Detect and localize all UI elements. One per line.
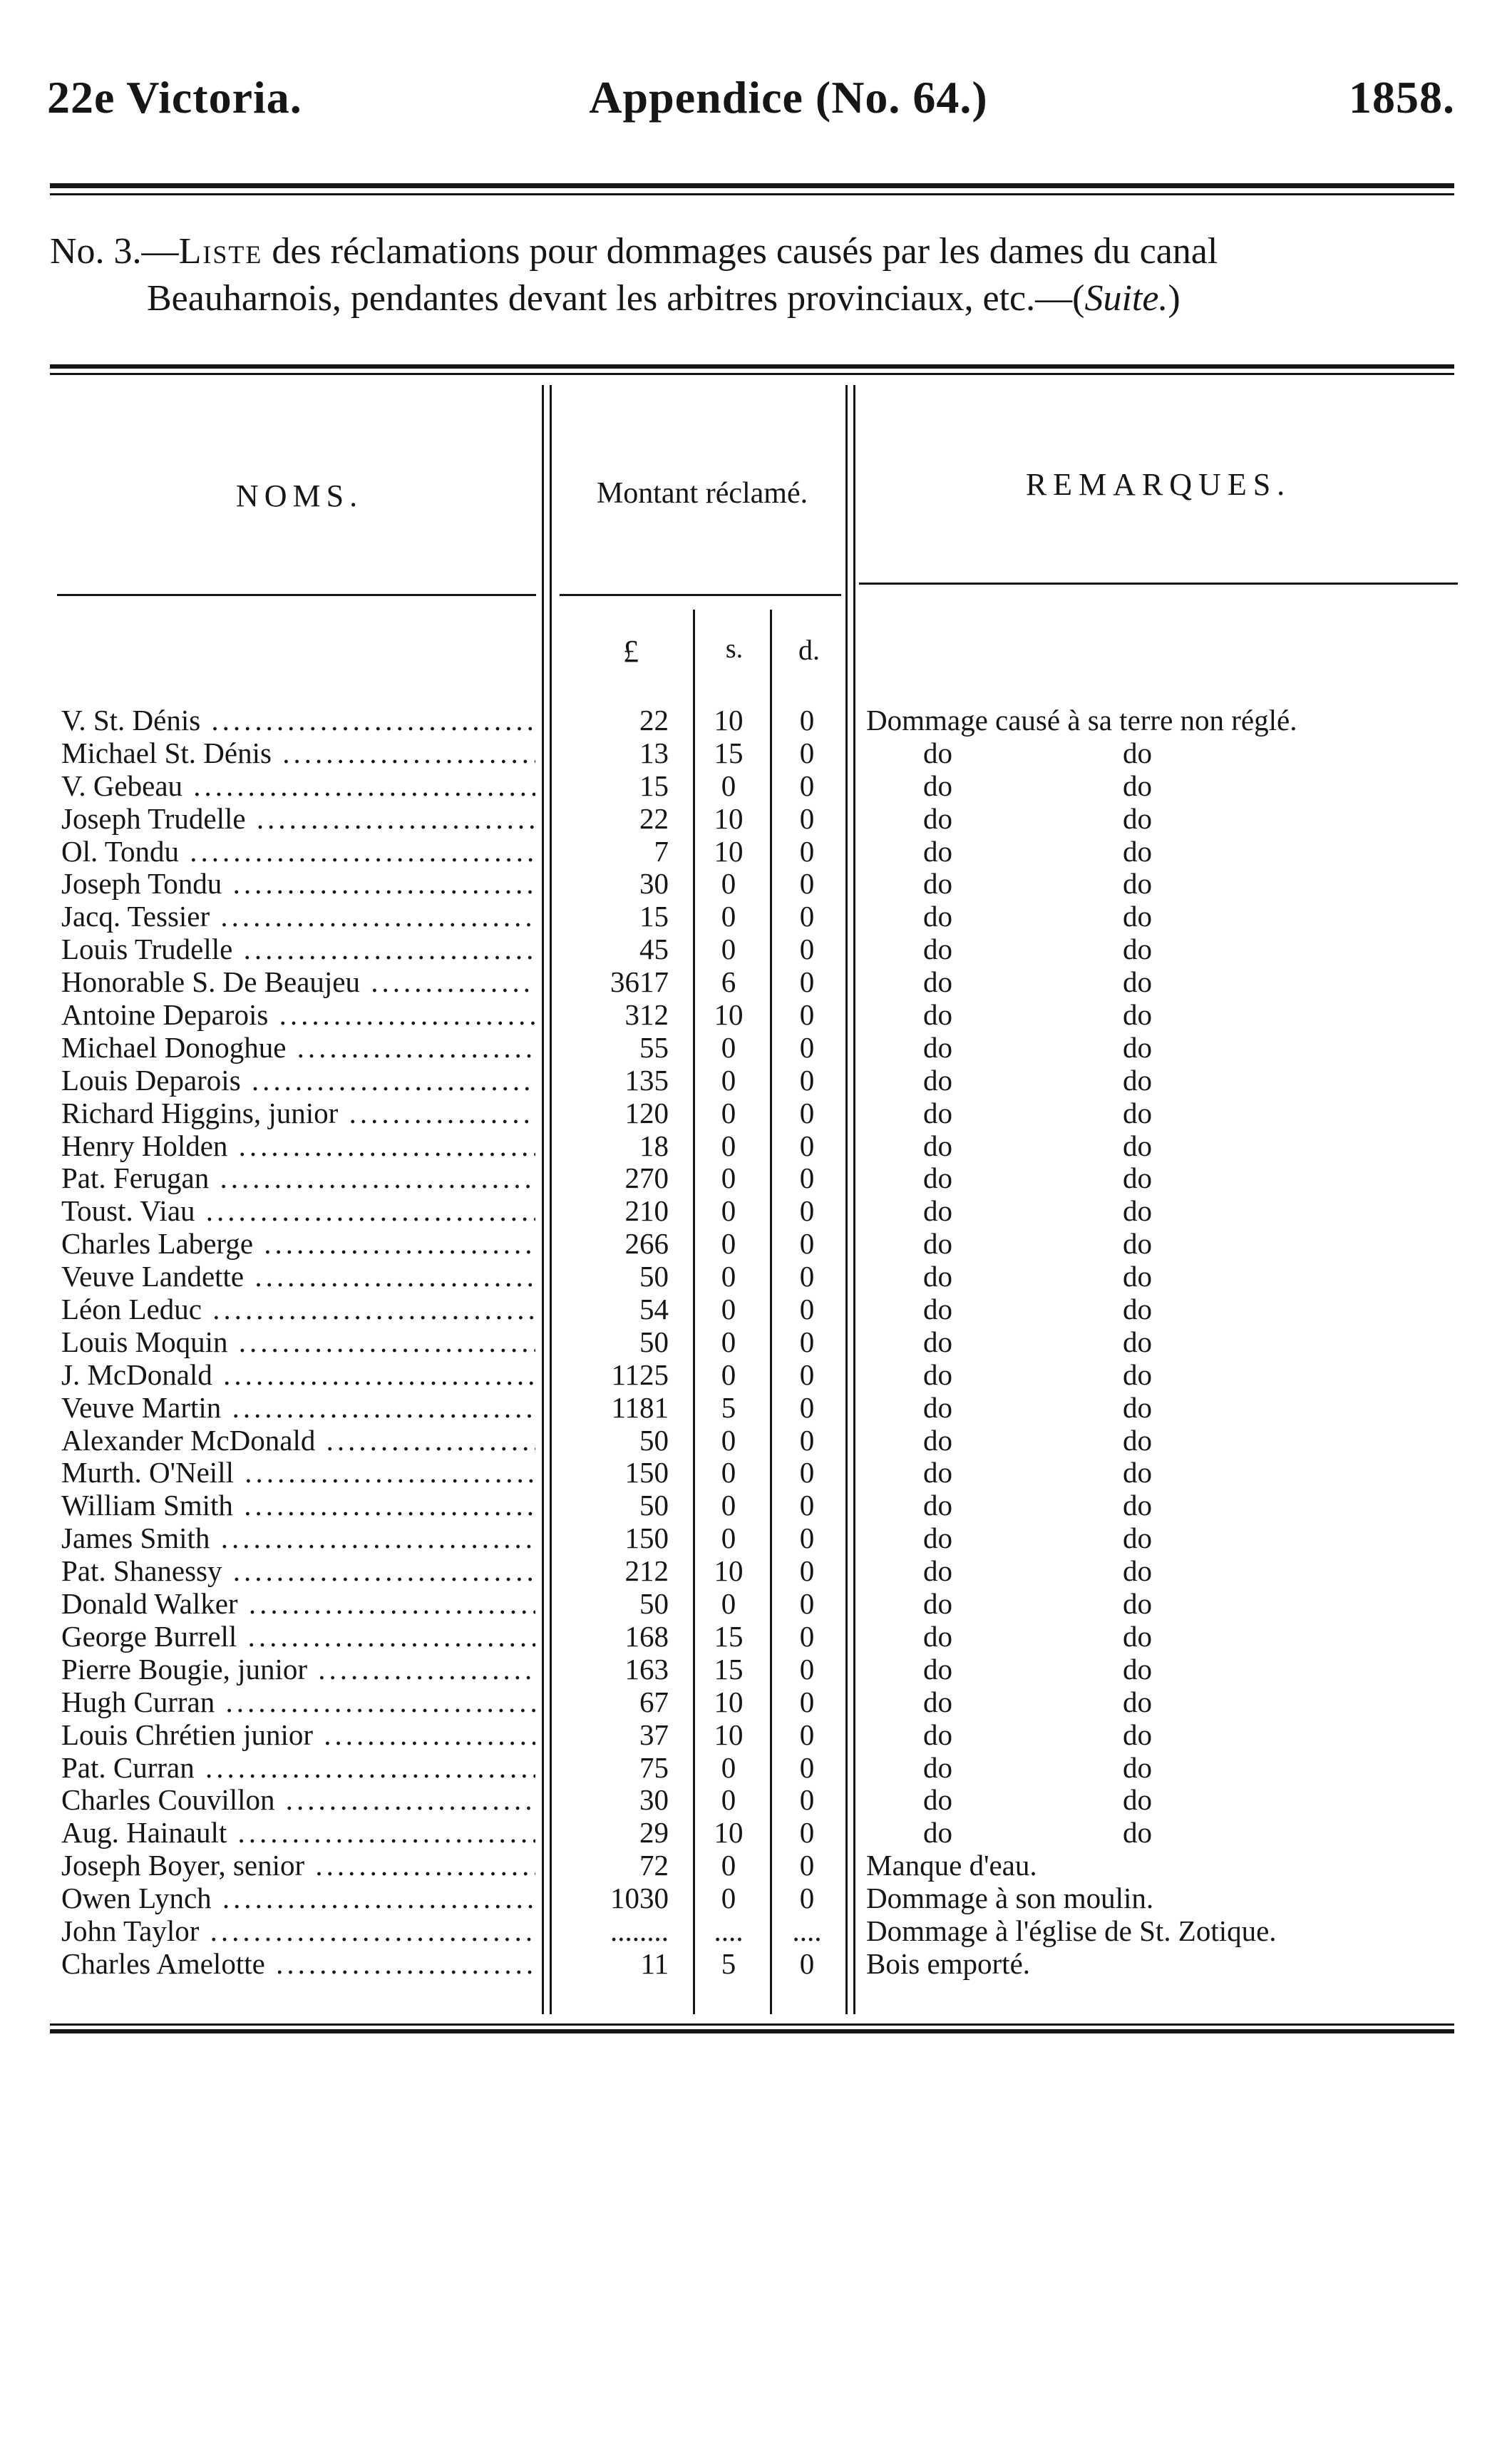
- remark-ditto: do: [1123, 1456, 1152, 1489]
- claimant-name: Joseph Boyer, senior .....: [61, 1850, 535, 1882]
- table-row: [0, 1425, 1512, 1457]
- claimant-name: Louis Trudelle .....: [61, 933, 535, 966]
- table-row: [0, 770, 1512, 803]
- table-row: [0, 1882, 1512, 1915]
- amount-pence: 0: [799, 1096, 815, 1129]
- claimant-name: Louis Moquin .....: [61, 1326, 535, 1359]
- caption-number: No. 3.—: [50, 231, 179, 272]
- amount-pounds: 75: [639, 1750, 669, 1784]
- amount-pence: 0: [799, 1489, 815, 1522]
- claimant-name: Pat. Curran .....: [61, 1752, 535, 1785]
- remark-ditto: do: [1123, 1030, 1152, 1064]
- claims-table: [0, 704, 1512, 1981]
- claimant-name: Hugh Curran .....: [61, 1686, 535, 1719]
- amount-pounds: 72: [639, 1849, 669, 1882]
- table-row: [0, 1784, 1512, 1817]
- remark-ditto: do: [1123, 1522, 1152, 1555]
- remark-text: do: [923, 1325, 952, 1358]
- caption-liste: Liste: [178, 231, 263, 272]
- amount-pounds: 11: [640, 1946, 669, 1980]
- remark-text: Bois emporté.: [866, 1946, 1031, 1980]
- amount-shillings: 0: [721, 1227, 736, 1261]
- amount-pence: 0: [799, 1227, 815, 1261]
- amount-pounds: 37: [639, 1718, 669, 1751]
- remark-text: Manque d'eau.: [866, 1849, 1037, 1882]
- remark-ditto: do: [1123, 900, 1152, 933]
- amount-pounds: 270: [624, 1161, 669, 1195]
- amount-pounds: 67: [639, 1685, 669, 1718]
- amount-shillings: 0: [721, 1063, 736, 1097]
- remark-text: do: [923, 1750, 952, 1784]
- remark-text: do: [923, 1423, 952, 1457]
- amount-pounds: 168: [624, 1619, 669, 1653]
- remark-text: do: [923, 1456, 952, 1489]
- table-caption: [50, 228, 1469, 322]
- remark-text: do: [923, 834, 952, 868]
- amount-pounds: 212: [624, 1554, 669, 1588]
- remark-ditto: do: [1123, 1750, 1152, 1784]
- remark-text: do: [923, 1293, 952, 1326]
- header-rule-thick: [50, 183, 1454, 188]
- session-label: 22e Victoria.: [47, 72, 302, 123]
- claimant-name: Murth. O'Neill .....: [61, 1457, 535, 1489]
- amount-pounds: 210: [624, 1194, 669, 1228]
- table-row: [0, 1555, 1512, 1588]
- remark-text: do: [923, 1783, 952, 1817]
- table-row: [0, 1621, 1512, 1653]
- amount-shillings: 6: [721, 965, 736, 999]
- table-row: [0, 901, 1512, 933]
- remark-text: do: [923, 933, 952, 966]
- remark-ditto: do: [1123, 965, 1152, 999]
- table-row: [0, 1162, 1512, 1195]
- amount-shillings: 15: [714, 1652, 744, 1686]
- column-header-remarques: REMARQUES.: [1025, 467, 1292, 502]
- remark-ditto: do: [1123, 736, 1152, 769]
- remark-text: do: [923, 1522, 952, 1555]
- amount-pence: 0: [799, 1816, 815, 1850]
- unit-pence: d.: [798, 634, 820, 666]
- amount-shillings: 0: [721, 1849, 736, 1882]
- caption-close: ): [1168, 278, 1181, 319]
- amount-shillings: 5: [721, 1390, 736, 1424]
- amount-pounds: 30: [639, 1783, 669, 1817]
- remark-text: do: [923, 801, 952, 835]
- remark-text: Dommage causé à sa terre non réglé.: [866, 704, 1297, 737]
- table-row: [0, 1817, 1512, 1850]
- claimant-name: Jacq. Tessier .....: [61, 901, 535, 933]
- caption-line-2: [50, 275, 1469, 322]
- claimant-name: Pat. Ferugan .....: [61, 1162, 535, 1195]
- remark-ditto: do: [1123, 1293, 1152, 1326]
- remark-text: do: [923, 867, 952, 901]
- remark-text: Dommage à l'église de St. Zotique.: [866, 1914, 1277, 1947]
- amount-pounds: 50: [639, 1423, 669, 1457]
- remark-ditto: do: [1123, 1358, 1152, 1391]
- claimant-name: Charles Laberge .....: [61, 1228, 535, 1261]
- claimant-name: James Smith .....: [61, 1522, 535, 1555]
- remark-ditto: do: [1123, 1096, 1152, 1129]
- amount-pounds: 45: [639, 933, 669, 966]
- claimant-name: Joseph Trudelle .....: [61, 803, 535, 836]
- amount-shillings: 0: [721, 1161, 736, 1195]
- table-row: [0, 1948, 1512, 1981]
- amount-pence: 0: [799, 704, 815, 737]
- amount-pounds: 22: [639, 704, 669, 737]
- table-row: [0, 1097, 1512, 1130]
- claimant-name: Pierre Bougie, junior .....: [61, 1653, 535, 1686]
- table-row: [0, 1392, 1512, 1425]
- claimant-name: Honorable S. De Beaujeu .....: [61, 966, 535, 999]
- amount-shillings: 0: [721, 769, 736, 802]
- amount-pence: 0: [799, 1390, 815, 1424]
- amount-shillings: 15: [714, 736, 744, 769]
- amount-pence: 0: [799, 1619, 815, 1653]
- amount-pounds: 55: [639, 1030, 669, 1064]
- remark-text: do: [923, 998, 952, 1032]
- remark-ditto: do: [1123, 1489, 1152, 1522]
- table-bottom-rule-thick: [50, 2029, 1454, 2033]
- remark-text: Dommage à son moulin.: [866, 1882, 1154, 1915]
- claimant-name: George Burrell .....: [61, 1621, 535, 1653]
- remark-ditto: do: [1123, 1423, 1152, 1457]
- table-row: [0, 1522, 1512, 1555]
- table-row: [0, 966, 1512, 999]
- amount-shillings: 10: [714, 998, 744, 1032]
- amount-pence: 0: [799, 801, 815, 835]
- amount-shillings: 0: [721, 1293, 736, 1326]
- amount-shillings: 0: [721, 1750, 736, 1784]
- remark-text: do: [923, 1096, 952, 1129]
- remark-text: do: [923, 1816, 952, 1850]
- claimant-name: Léon Leduc .....: [61, 1293, 535, 1326]
- amount-shillings: 0: [721, 1489, 736, 1522]
- remark-text: do: [923, 1718, 952, 1751]
- table-row: [0, 933, 1512, 966]
- claimant-name: Veuve Landette .....: [61, 1261, 535, 1293]
- remark-text: do: [923, 1652, 952, 1686]
- table-row: [0, 1326, 1512, 1359]
- table-bottom-rule-thin: [50, 2023, 1454, 2026]
- table-row: [0, 1457, 1512, 1489]
- remark-ditto: do: [1123, 867, 1152, 901]
- amount-pounds: 312: [624, 998, 669, 1032]
- claimant-name: Michael St. Dénis .....: [61, 737, 535, 770]
- claimant-name: Aug. Hainault .....: [61, 1817, 535, 1850]
- table-row: [0, 803, 1512, 836]
- amount-pence: 0: [799, 867, 815, 901]
- amount-shillings: ....: [714, 1914, 744, 1947]
- amount-shillings: 10: [714, 1718, 744, 1751]
- amount-pence: 0: [799, 1652, 815, 1686]
- amount-shillings: 0: [721, 1587, 736, 1621]
- amount-shillings: 0: [721, 1325, 736, 1358]
- amount-pence: 0: [799, 1129, 815, 1162]
- amount-pence: ....: [792, 1914, 822, 1947]
- amount-pence: 0: [799, 1194, 815, 1228]
- table-row: [0, 704, 1512, 737]
- remark-ditto: do: [1123, 1260, 1152, 1293]
- remark-ditto: do: [1123, 1129, 1152, 1162]
- amount-shillings: 0: [721, 1129, 736, 1162]
- amount-pounds: ........: [610, 1914, 669, 1947]
- amount-pounds: 30: [639, 867, 669, 901]
- amount-pounds: 1181: [611, 1390, 669, 1424]
- amount-shillings: 0: [721, 1882, 736, 1915]
- table-row: [0, 868, 1512, 901]
- amount-shillings: 0: [721, 1783, 736, 1817]
- amount-pounds: 50: [639, 1587, 669, 1621]
- amount-shillings: 0: [721, 933, 736, 966]
- amount-pounds: 15: [639, 900, 669, 933]
- table-row: [0, 1065, 1512, 1097]
- amount-shillings: 10: [714, 1554, 744, 1588]
- claimant-name: William Smith .....: [61, 1489, 535, 1522]
- remark-ditto: do: [1123, 1227, 1152, 1261]
- amount-pounds: 7: [654, 834, 669, 868]
- claimant-name: V. St. Dénis .....: [61, 704, 535, 737]
- remark-ditto: do: [1123, 1161, 1152, 1195]
- remark-ditto: do: [1123, 1587, 1152, 1621]
- table-row: [0, 1359, 1512, 1392]
- unit-pounds: £: [623, 634, 639, 669]
- amount-pence: 0: [799, 1063, 815, 1097]
- amount-pence: 0: [799, 1750, 815, 1784]
- column-header-noms: NOMS.: [235, 478, 364, 513]
- amount-pence: 0: [799, 998, 815, 1032]
- amount-pounds: 1030: [610, 1882, 669, 1915]
- appendix-label: Appendice (No. 64.): [589, 72, 988, 123]
- amount-pence: 0: [799, 1587, 815, 1621]
- remark-text: do: [923, 965, 952, 999]
- remark-text: do: [923, 1063, 952, 1097]
- amount-pence: 0: [799, 1456, 815, 1489]
- table-row: [0, 1752, 1512, 1785]
- amount-pence: 0: [799, 1554, 815, 1588]
- year-label: 1858.: [1349, 72, 1455, 123]
- remark-text: do: [923, 1129, 952, 1162]
- caption-line-1-text: des réclamations pour dommages causés par les dames du canal: [262, 231, 1218, 272]
- amount-pence: 0: [799, 1423, 815, 1457]
- remark-ditto: do: [1123, 801, 1152, 835]
- amount-pence: 0: [799, 1882, 815, 1915]
- amount-pence: 0: [799, 1161, 815, 1195]
- amount-pounds: 163: [624, 1652, 669, 1686]
- remark-ditto: do: [1123, 1194, 1152, 1228]
- amount-pence: 0: [799, 736, 815, 769]
- table-row: [0, 1915, 1512, 1948]
- remark-ditto: do: [1123, 1325, 1152, 1358]
- remark-text: do: [923, 1554, 952, 1588]
- remark-text: do: [923, 1587, 952, 1621]
- caption-line-2-text: Beauharnois, pendantes devant les arbitres provinciaux, etc.—(: [147, 278, 1085, 319]
- header-underline-remarques: [859, 583, 1458, 585]
- amount-shillings: 0: [721, 867, 736, 901]
- header-underline-montant: [560, 594, 841, 596]
- caption-line-1: [50, 228, 1469, 275]
- unit-shillings: s.: [725, 634, 744, 664]
- amount-shillings: 0: [721, 1194, 736, 1228]
- remark-text: do: [923, 736, 952, 769]
- table-row: [0, 999, 1512, 1032]
- amount-shillings: 0: [721, 1030, 736, 1064]
- claimant-name: Henry Holden .....: [61, 1130, 535, 1163]
- amount-pounds: 135: [624, 1063, 669, 1097]
- table-top-rule-thick: [50, 364, 1454, 369]
- remark-ditto: do: [1123, 769, 1152, 802]
- remark-ditto: do: [1123, 933, 1152, 966]
- amount-shillings: 0: [721, 1522, 736, 1555]
- remark-text: do: [923, 1161, 952, 1195]
- running-head: [47, 71, 1455, 135]
- table-top-rule-thin: [50, 373, 1454, 375]
- amount-pence: 0: [799, 1325, 815, 1358]
- claimant-name: Richard Higgins, junior .....: [61, 1097, 535, 1130]
- amount-pounds: 54: [639, 1293, 669, 1326]
- remark-ditto: do: [1123, 1063, 1152, 1097]
- amount-pounds: 1125: [611, 1358, 669, 1391]
- remark-text: do: [923, 1260, 952, 1293]
- remark-ditto: do: [1123, 1685, 1152, 1718]
- claimant-name: Toust. Viau .....: [61, 1195, 535, 1228]
- amount-shillings: 10: [714, 834, 744, 868]
- column-header-montant: Montant réclamé.: [596, 477, 808, 510]
- amount-pence: 0: [799, 1293, 815, 1326]
- table-row: [0, 1653, 1512, 1686]
- claimant-name: Charles Amelotte .....: [61, 1948, 535, 1981]
- amount-pence: 0: [799, 1522, 815, 1555]
- remark-ditto: do: [1123, 1390, 1152, 1424]
- amount-pence: 0: [799, 1030, 815, 1064]
- table-row: [0, 836, 1512, 868]
- amount-pence: 0: [799, 1260, 815, 1293]
- claimant-name: Charles Couvillon .....: [61, 1784, 535, 1817]
- amount-shillings: 0: [721, 900, 736, 933]
- amount-pounds: 50: [639, 1489, 669, 1522]
- remark-ditto: do: [1123, 834, 1152, 868]
- claimant-name: Louis Deparois .....: [61, 1065, 535, 1097]
- remark-text: do: [923, 1685, 952, 1718]
- amount-pounds: 15: [639, 769, 669, 802]
- amount-pence: 0: [799, 1718, 815, 1751]
- amount-pounds: 120: [624, 1096, 669, 1129]
- remark-text: do: [923, 1390, 952, 1424]
- table-row: [0, 737, 1512, 770]
- amount-pounds: 29: [639, 1816, 669, 1850]
- amount-pence: 0: [799, 965, 815, 999]
- table-row: [0, 1032, 1512, 1065]
- remark-text: do: [923, 900, 952, 933]
- amount-shillings: 0: [721, 1358, 736, 1391]
- remark-text: do: [923, 1030, 952, 1064]
- claimant-name: Ol. Tondu .....: [61, 836, 535, 868]
- table-row: [0, 1228, 1512, 1261]
- claimant-name: Donald Walker .....: [61, 1588, 535, 1621]
- claimant-name: Joseph Tondu .....: [61, 868, 535, 901]
- amount-pounds: 18: [639, 1129, 669, 1162]
- remark-text: do: [923, 1489, 952, 1522]
- table-row: [0, 1850, 1512, 1882]
- claimant-name: Pat. Shanessy .....: [61, 1555, 535, 1588]
- table-row: [0, 1489, 1512, 1522]
- amount-pence: 0: [799, 900, 815, 933]
- header-rule-thin: [50, 193, 1454, 195]
- amount-pence: 0: [799, 933, 815, 966]
- caption-suite: Suite.: [1084, 278, 1168, 319]
- claimant-name: J. McDonald .....: [61, 1359, 535, 1392]
- amount-pounds: 50: [639, 1260, 669, 1293]
- amount-shillings: 10: [714, 801, 744, 835]
- claimant-name: Alexander McDonald .....: [61, 1425, 535, 1457]
- claimant-name: Michael Donoghue .....: [61, 1032, 535, 1065]
- amount-pence: 0: [799, 834, 815, 868]
- table-row: [0, 1588, 1512, 1621]
- amount-shillings: 0: [721, 1456, 736, 1489]
- table-row: [0, 1719, 1512, 1752]
- table-row: [0, 1261, 1512, 1293]
- table-row: [0, 1293, 1512, 1326]
- amount-shillings: 10: [714, 1816, 744, 1850]
- amount-pounds: 150: [624, 1522, 669, 1555]
- amount-shillings: 5: [721, 1946, 736, 1980]
- table-row: [0, 1130, 1512, 1163]
- amount-shillings: 0: [721, 1260, 736, 1293]
- amount-pounds: 266: [624, 1227, 669, 1261]
- header-underline-noms: [57, 594, 536, 596]
- amount-pence: 0: [799, 769, 815, 802]
- claimant-name: Owen Lynch .....: [61, 1882, 535, 1915]
- table-row: [0, 1195, 1512, 1228]
- remark-text: do: [923, 1358, 952, 1391]
- amount-shillings: 10: [714, 1685, 744, 1718]
- amount-pence: 0: [799, 1849, 815, 1882]
- amount-pounds: 22: [639, 801, 669, 835]
- amount-pence: 0: [799, 1783, 815, 1817]
- remark-ditto: do: [1123, 1652, 1152, 1686]
- remark-ditto: do: [1123, 1816, 1152, 1850]
- amount-shillings: 0: [721, 1423, 736, 1457]
- table-row: [0, 1686, 1512, 1719]
- remark-text: do: [923, 1227, 952, 1261]
- claimant-name: Veuve Martin .....: [61, 1392, 535, 1425]
- amount-shillings: 0: [721, 1096, 736, 1129]
- amount-shillings: 10: [714, 704, 744, 737]
- amount-pounds: 13: [639, 736, 669, 769]
- remark-text: do: [923, 769, 952, 802]
- claimant-name: Louis Chrétien junior .....: [61, 1719, 535, 1752]
- remark-ditto: do: [1123, 1718, 1152, 1751]
- remark-text: do: [923, 1619, 952, 1653]
- amount-pence: 0: [799, 1358, 815, 1391]
- amount-shillings: 15: [714, 1619, 744, 1653]
- amount-pounds: 150: [624, 1456, 669, 1489]
- remark-text: do: [923, 1194, 952, 1228]
- claimant-name: V. Gebeau .....: [61, 770, 535, 803]
- amount-pounds: 3617: [610, 965, 669, 999]
- remark-ditto: do: [1123, 998, 1152, 1032]
- amount-pence: 0: [799, 1946, 815, 1980]
- remark-ditto: do: [1123, 1619, 1152, 1653]
- amount-pounds: 50: [639, 1325, 669, 1358]
- remark-ditto: do: [1123, 1554, 1152, 1588]
- amount-pence: 0: [799, 1685, 815, 1718]
- claimant-name: Antoine Deparois .....: [61, 999, 535, 1032]
- remark-ditto: do: [1123, 1783, 1152, 1817]
- claimant-name: John Taylor .....: [61, 1915, 535, 1948]
